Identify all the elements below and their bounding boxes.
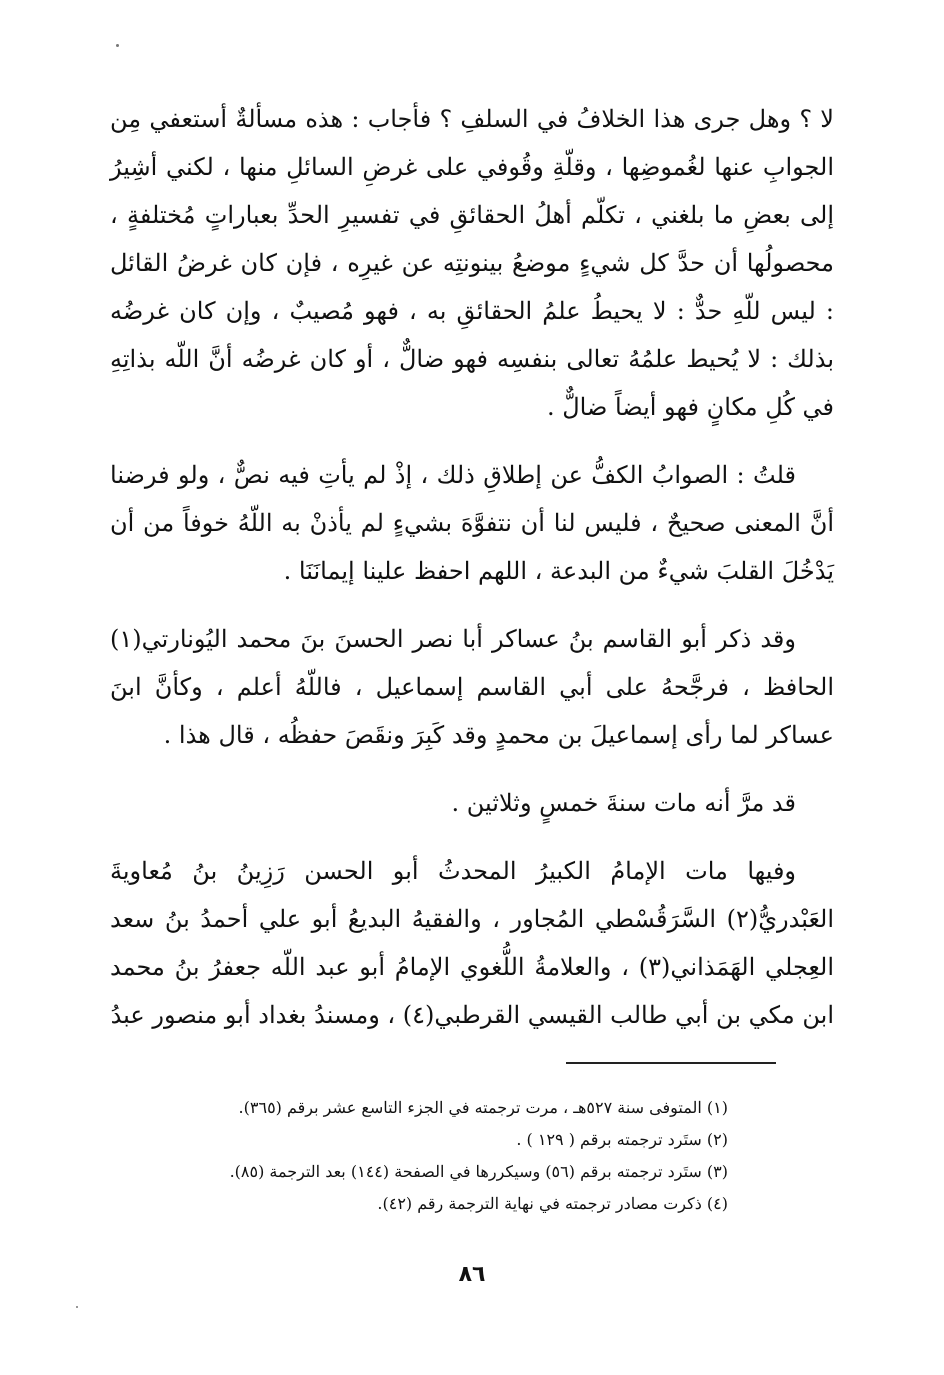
paragraph: قلتُ : الصوابُ الكفُّ عن إطلاقِ ذلك ، إذْ لم يأتِ فيه نصٌّ ، ولو فرضنا أنَّ المعنى صحيحٌ ، فليس لنا أن نتفوَّهَ بشيءٍ لم يأذنْ به اللّهُ خوفاً من أن يَدْخُلَ القلبَ شيءٌ من البدعة ، اللهم احفظ علينا إيمانَنَا . xyxy=(110,461,834,585)
scan-speck xyxy=(116,44,119,47)
paragraph: وقد ذكر أبو القاسم بنُ عساكر أبا نصر الحسنَ بنَ محمد اليُونارتي(١) الحافظ ، فرجَّحهُ على أبي القاسم إسماعيل ، فاللّهُ أعلم ، وكأنَّ ابنَ عساكر لما رأى إسماعيلَ بن محمدٍ وقد كَبِرَ ونقَصَ حفظُه ، قال هذا . xyxy=(110,625,834,749)
footnote: (١) المتوفى سنة ٥٢٧هـ ، مرت ترجمته في الجزء التاسع عشر برقم (٣٦٥). xyxy=(238,1098,728,1117)
footnote: (٤) ذكرت مصادر ترجمته في نهاية الترجمة رقم (٤٢). xyxy=(377,1194,728,1213)
footnote: (٢) ستَرد ترجمته برقم ( ١٢٩ ) . xyxy=(516,1130,728,1149)
footnote-divider xyxy=(566,1062,776,1064)
footnote: (٣) ستَرد ترجمته برقم (٥٦) وسيكررها في الصفحة (١٤٤) بعد الترجمة (٨٥). xyxy=(229,1162,728,1181)
footnotes xyxy=(140,1092,728,1220)
body-text xyxy=(110,95,834,1059)
paragraph: قد مرَّ أنه مات سنةَ خمسٍ وثلاثين . xyxy=(451,789,796,817)
paragraph: لا ؟ وهل جرى هذا الخلافُ في السلفِ ؟ فأجاب : هذه مسألةٌ أستعفي مِن الجوابِ عنها لغُموضِها ، وقلّةِ وقُوفي على غرضِ السائلِ منها ، لكني أشِيرُ إلى بعضِ ما بلغني ، تكلّم أهلُ الحقائقِ في تفسيرِ الحدِّ بعباراتٍ مُختلفةٍ ، محصولُها أن حدَّ كل شيءٍ موضعُ بينونتِه عن غيرِه ، فإن كان غرضُ القائل : ليس للّهِ حدٌّ : لا يحيطُ علمُ الحقائقِ به ، فهو مُصيبٌ ، وإن كان غرضُه بذلك : لا يُحيط علمُهُ تعالى بنفسِه فهو ضالٌّ ، أو كان غرضُه أنَّ اللّه بذاتِهِ في كُلِ مكانٍ فهو أيضاً ضالٌّ . xyxy=(110,105,834,421)
page-number: ٨٦ xyxy=(458,1262,486,1287)
scan-speck xyxy=(76,1306,78,1308)
paragraph: وفيها مات الإمامُ الكبيرُ المحدثُ أبو الحسن رَزِينُ بنُ مُعاويةَ العَبْدريُّ(٢) السَّرَقُسْطي المُجاور ، والفقيهُ البديعُ أبو علي أحمدُ بنُ سعد العِجلي الهَمَذاني(٣) ، والعلامةُ اللُّغوي الإمامُ أبو عبد اللّه جعفرُ بنُ محمد ابن مكي بن أبي طالب القيسي القرطبي(٤) ، ومسندُ بغداد أبو منصور عبدُ xyxy=(110,857,834,1029)
